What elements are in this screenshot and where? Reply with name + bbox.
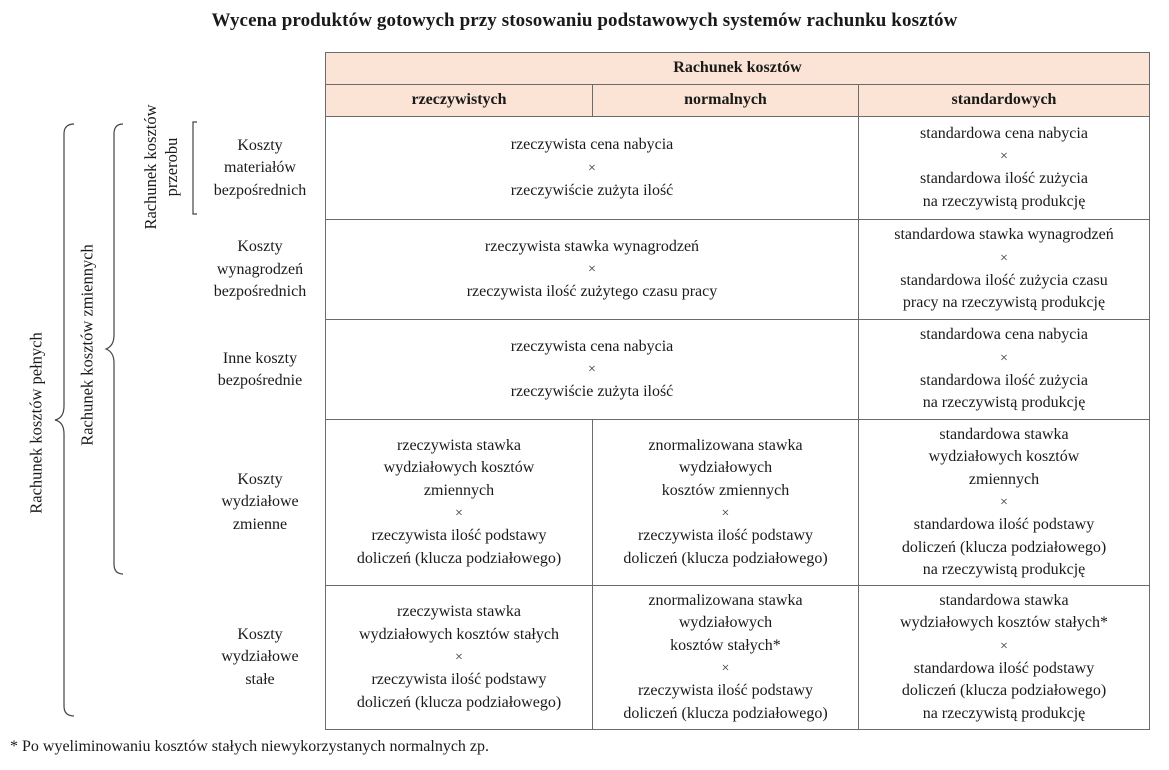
footnote: * Po wyeliminowaniu kosztów stałych niewykorzystanych normalnych zp.: [10, 738, 490, 755]
multiply-sign: ×: [588, 362, 596, 377]
multiply-sign: ×: [1000, 350, 1008, 366]
cell-other-standard: standardowa cena nabycia × standardowa ilość zużycia na rzeczywistą produkcję: [858, 319, 1150, 420]
multiply-sign: ×: [721, 661, 730, 677]
row-label-direct-materials: Koszty materiałów bezpośrednich: [213, 136, 307, 199]
cell-wages-actual-normal: rzeczywista stawka wynagrodzeń × rzeczywista ilość zużytego czasu pracy: [325, 219, 859, 320]
cell-wages-standard: standardowa stawka wynagrodzeń × standardowa ilość zużycia czasu pracy na rzeczywistą produkcję: [858, 219, 1150, 320]
multiply-sign: ×: [455, 506, 463, 522]
processing-costing-line2: przerobu: [162, 137, 181, 197]
variable-costing-brace: [103, 120, 129, 578]
cell-fixed-overhead-standard: standardowa stawka wydziałowych kosztów stałych* × standardowa ilość podstawy doliczeń (klucza podziałowego) na rzeczywistą produkcję: [858, 585, 1150, 730]
multiply-sign: ×: [721, 506, 730, 522]
multiply-sign: ×: [1000, 638, 1008, 654]
processing-costing-line1: Rachunek kosztów: [141, 104, 160, 230]
multiply-sign: ×: [588, 160, 596, 176]
row-label-fixed-overhead: Koszty wydziałowe stałe: [221, 625, 299, 688]
variable-costing-label: Rachunek kosztów zmiennych: [77, 244, 97, 446]
row-label-variable-overhead: Koszty wydziałowe zmienne: [221, 470, 299, 533]
header-standard: standardowych: [858, 84, 1150, 117]
cell-variable-overhead-actual: rzeczywista stawka wydziałowych kosztów zmiennych × rzeczywista ilość podstawy doliczeń (klucza podziałowego): [325, 419, 593, 586]
processing-costing-label: [140, 104, 182, 229]
cell-variable-overhead-normal: znormalizowana stawka wydziałowych kosztów zmiennych × rzeczywista ilość podstawy doliczeń (klucza podziałowego): [592, 419, 859, 586]
header-normal: normalnych: [592, 84, 859, 117]
valuation-table: [325, 52, 1150, 730]
cell-materials-actual-normal: rzeczywista cena nabycia × rzeczywiście zużyta ilość: [325, 116, 859, 220]
cell-fixed-overhead-normal: znormalizowana stawka wydziałowych kosztów stałych* × rzeczywista ilość podstawy doliczeń (klucza podziałowego): [592, 585, 859, 730]
row-label-other-direct: Inne koszty bezpośrednie: [217, 349, 303, 389]
header-actual: rzeczywistych: [325, 84, 593, 117]
cell-variable-overhead-standard: standardowa stawka wydziałowych kosztów zmiennych × standardowa ilość podstawy doliczeń (klucza podziałowego) na rzeczywistą produkcję: [858, 419, 1150, 586]
full-costing-label: Rachunek kosztów pełnych: [26, 332, 46, 514]
cell-fixed-overhead-actual: rzeczywista stawka wydziałowych kosztów stałych × rzeczywista ilość podstawy doliczeń (klucza podziałowego): [325, 585, 593, 730]
cell-other-actual-normal: rzeczywista cena nabycia × rzeczywiście zużyta ilość: [325, 319, 859, 420]
multiply-sign: ×: [1000, 149, 1008, 165]
multiply-sign: ×: [1000, 495, 1008, 510]
page-title: Wycena produktów gotowych przy stosowaniu podstawowych systemów rachunku kosztów: [211, 10, 958, 31]
multiply-sign: ×: [455, 650, 463, 665]
multiply-sign: ×: [588, 262, 596, 277]
multiply-sign: ×: [1000, 250, 1008, 266]
header-costing-systems: Rachunek kosztów: [325, 52, 1150, 85]
cell-materials-standard: standardowa cena nabycia × standardowa ilość zużycia na rzeczywistą produkcję: [858, 116, 1150, 220]
row-label-direct-wages: Koszty wynagrodzeń bezpośrednich: [213, 238, 307, 301]
full-costing-brace: [50, 120, 80, 720]
